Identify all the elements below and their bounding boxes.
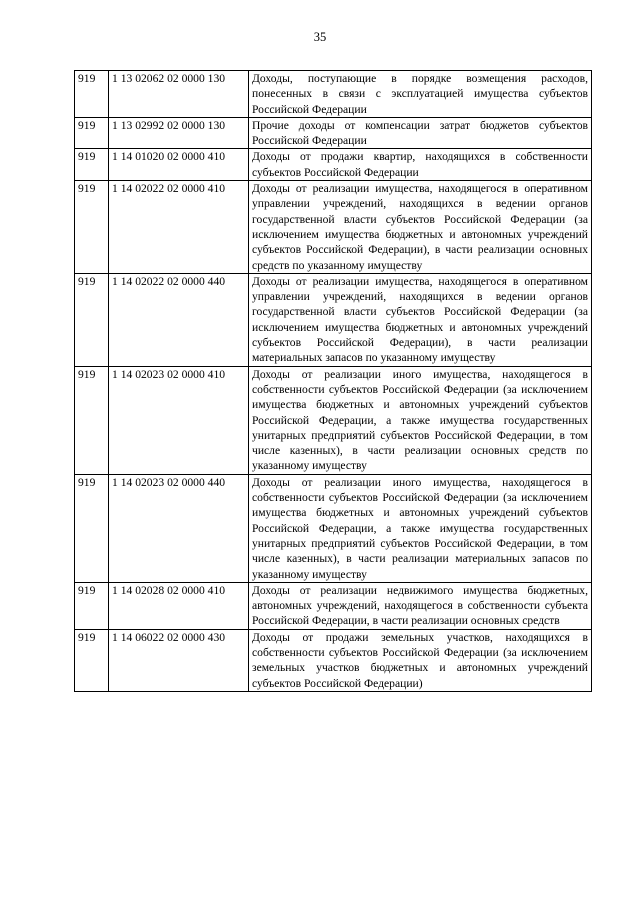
budget-code-cell: 1 14 01020 02 0000 410	[109, 149, 249, 181]
budget-code-cell: 1 13 02992 02 0000 130	[109, 117, 249, 149]
table-row	[75, 181, 592, 274]
admin-code-cell: 919	[75, 366, 109, 474]
admin-code-cell: 919	[75, 273, 109, 366]
table-row	[75, 582, 592, 629]
description-cell: Доходы, поступающие в порядке возмещения расходов, понесенных в связи с эксплуатацией имущества субъектов Российской Федерации	[249, 71, 592, 118]
table-row	[75, 273, 592, 366]
budget-code-cell: 1 14 02023 02 0000 440	[109, 474, 249, 582]
description-cell: Доходы от реализации имущества, находящегося в оперативном управлении учреждений, находящихся в ведении органов государственной власти субъектов Российской Федерации (за исключением имущества бюджетных и автономных учреждений субъектов Российской Федерации), в части реализации основных средств по указанному имуществу	[249, 181, 592, 274]
description-cell: Доходы от продажи земельных участков, находящихся в собственности субъектов Российской Федерации (за исключением земельных участков бюджетных и автономных учреждений субъектов Российской Федерации)	[249, 629, 592, 691]
budget-code-cell: 1 14 02028 02 0000 410	[109, 582, 249, 629]
description-cell: Доходы от реализации имущества, находящегося в оперативном управлении учреждений, находящихся в ведении органов государственной власти субъектов Российской Федерации (за исключением имущества бюджетных и автономных учреждений субъектов Российской Федерации), в части реализации материальных запасов по указанному имуществу	[249, 273, 592, 366]
table-row	[75, 366, 592, 474]
page-number: 35	[313, 30, 327, 44]
admin-code-cell: 919	[75, 117, 109, 149]
admin-code-cell: 919	[75, 149, 109, 181]
description-cell: Прочие доходы от компенсации затрат бюджетов субъектов Российской Федерации	[249, 117, 592, 149]
budget-code-cell: 1 14 02022 02 0000 410	[109, 181, 249, 274]
budget-code-cell: 1 14 02023 02 0000 410	[109, 366, 249, 474]
table-row	[75, 629, 592, 691]
description-cell: Доходы от продажи квартир, находящихся в собственности субъектов Российской Федерации	[249, 149, 592, 181]
table-row	[75, 117, 592, 149]
admin-code-cell: 919	[75, 71, 109, 118]
table-row	[75, 149, 592, 181]
budget-code-cell: 1 14 02022 02 0000 440	[109, 273, 249, 366]
description-cell: Доходы от реализации недвижимого имущества бюджетных, автономных учреждений, находящегося в собственности субъекта Российской Федерации, в части реализации основных средств	[249, 582, 592, 629]
description-cell: Доходы от реализации иного имущества, находящегося в собственности субъектов Российской Федерации (за исключением имущества бюджетных и автономных учреждений субъектов Российской Федерации, а также имущества государственных унитарных предприятий субъектов Российской Федерации, в том числе казенных), в части реализации основных средств по указанному имуществу	[249, 366, 592, 474]
admin-code-cell: 919	[75, 181, 109, 274]
admin-code-cell: 919	[75, 474, 109, 582]
revenue-codes-table	[74, 70, 592, 692]
table-row	[75, 474, 592, 582]
budget-code-cell: 1 14 06022 02 0000 430	[109, 629, 249, 691]
admin-code-cell: 919	[75, 629, 109, 691]
admin-code-cell: 919	[75, 582, 109, 629]
table-row	[75, 71, 592, 118]
budget-code-cell: 1 13 02062 02 0000 130	[109, 71, 249, 118]
description-cell: Доходы от реализации иного имущества, находящегося в собственности субъектов Российской Федерации (за исключением имущества бюджетных и автономных учреждений субъектов Российской Федерации, а также имущества государственных унитарных предприятий субъектов Российской Федерации, в том числе казенных), в части реализации материальных запасов по указанному имуществу	[249, 474, 592, 582]
